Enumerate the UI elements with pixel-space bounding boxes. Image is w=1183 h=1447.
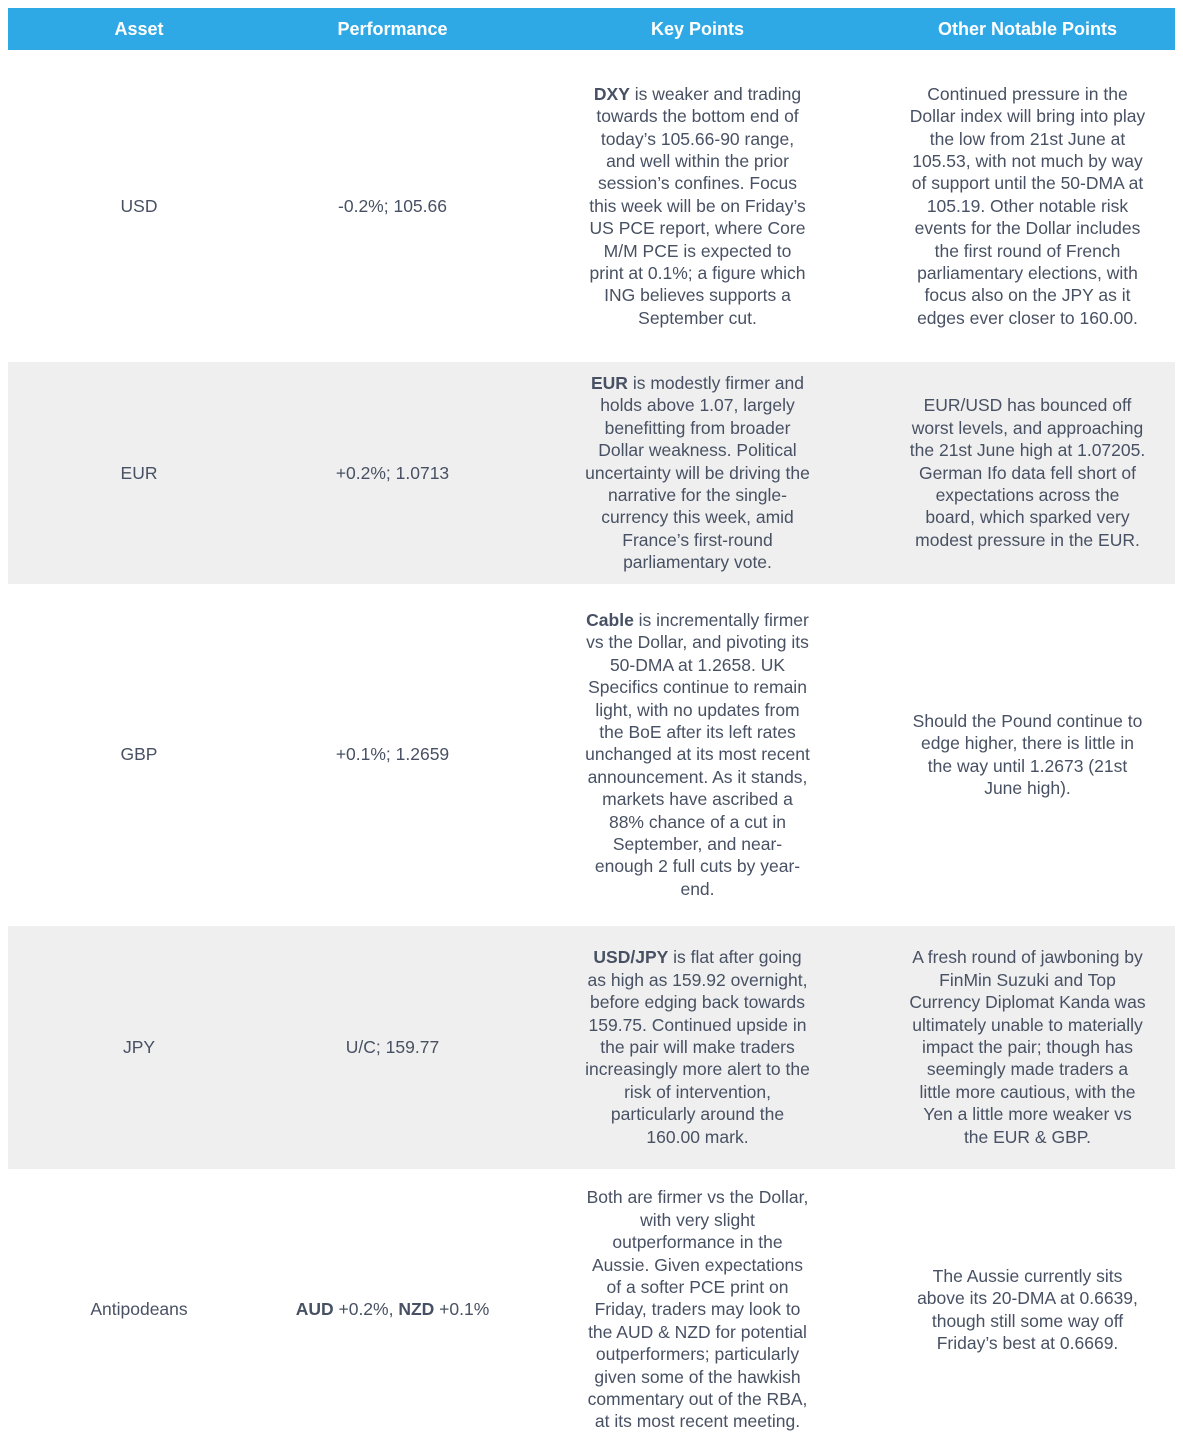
other-notable-points-text: Should the Pound continue to edge higher, there is little in the way until 1.2673 (21st June high). [912,710,1143,799]
performance-cell [270,362,515,584]
key-points-cell [515,926,880,1169]
key-points-cell [515,362,880,584]
other-notable-points-text: The Aussie currently sits above its 20-DMA at 0.6639, though still some way off Friday’s best at 0.6669. [917,1265,1138,1354]
performance-value: +0.2%; 1.0713 [335,462,450,483]
asset-label: Antipodeans [90,1299,188,1320]
other-notable-points-text: A fresh round of jawboning by FinMin Suzuki and Top Currency Diplomat Kanda was ultimately unable to materially impact the pair; though has seemingly made traders a little more cautious, with the Yen a little more weaker vs the EUR & GBP. [909,947,1146,1147]
asset-label: JPY [122,1036,156,1057]
performance-cell [270,584,515,926]
table-header-row [8,8,1175,50]
key-points-text: Cable is incrementally firmer vs the Dollar, and pivoting its 50-DMA at 1.2658. UK Specifics continue to remain light, with no updates from the BoE after its left rates unchanged at its most recent announcement. As it stands, markets have ascribed a 88% chance of a cut in September, and near-enough 2 full cuts by year-end. [585,610,810,899]
performance-value: +0.1%; 1.2659 [335,744,450,765]
performance-value: AUD +0.2%, NZD +0.1% [295,1299,490,1320]
key-points-text: DXY is weaker and trading towards the bottom end of today’s 105.66-90 range, and well within the prior session’s confines. Focus this week will be on Friday’s US PCE report, where Core M/M PCE is expected to print at 0.1%; a figure which ING believes supports a September cut. [589,83,806,328]
table-row-jpy [8,926,1175,1169]
fx-asset-table [8,8,1175,1447]
other-notable-points-cell [880,1169,1175,1447]
key-points-text: USD/JPY is flat after going as high as 159.92 overnight, before edging back towards 159.75. Continued upside in the pair will make traders increasingly more alert to the risk of intervention, particularly around the 160.00 mark. [585,947,810,1147]
key-points-cell [515,584,880,926]
table-row-usd [8,50,1175,362]
other-notable-points-cell [880,50,1175,362]
asset-cell [8,362,270,584]
other-notable-points-text: EUR/USD has bounced off worst levels, and approaching the 21st June high at 1.07205. German Ifo data fell short of expectations across the board, which sparked very modest pressure in the EUR. [909,395,1146,550]
key-points-cell [515,50,880,362]
table-row-antipodeans [8,1169,1175,1447]
asset-cell [8,926,270,1169]
key-points-cell [515,1169,880,1447]
performance-value: -0.2%; 105.66 [338,195,447,216]
key-points-text: Both are firmer vs the Dollar, with very slight outperformance in the Aussie. Given expectations of a softer PCE print on Friday, traders may look to the AUD & NZD for potential outperformers; particularly given some of the hawkish commentary out of the RBA, at its most recent meeting. [586,1187,809,1432]
other-notable-points-text: Continued pressure in the Dollar index will bring into play the low from 21st June at 105.53, with not much by way of support until the 50-DMA at 105.19. Other notable risk events for the Dollar includes the first round of French parliamentary elections, with focus also on the JPY as it edges ever closer to 160.00. [909,83,1146,328]
header-performance: Performance [337,18,448,39]
asset-cell [8,50,270,362]
asset-label: EUR [120,462,158,483]
asset-label: USD [120,195,158,216]
asset-label: GBP [120,744,158,765]
key-points-text: EUR is modestly firmer and holds above 1.07, largely benefitting from broader Dollar weakness. Political uncertainty will be driving the narrative for the single-currency this week, amid France’s first-round parliamentary vote. [585,373,810,573]
performance-value: U/C; 159.77 [345,1036,440,1057]
header-key-points: Key Points [650,18,745,39]
header-other-notable-points: Other Notable Points [937,18,1117,39]
performance-cell [270,926,515,1169]
other-notable-points-cell [880,584,1175,926]
other-notable-points-cell [880,926,1175,1169]
performance-cell [270,1169,515,1447]
asset-cell [8,584,270,926]
performance-cell [270,50,515,362]
header-asset: Asset [114,18,164,39]
table-row-eur [8,362,1175,584]
other-notable-points-cell [880,362,1175,584]
asset-cell [8,1169,270,1447]
table-row-gbp [8,584,1175,926]
